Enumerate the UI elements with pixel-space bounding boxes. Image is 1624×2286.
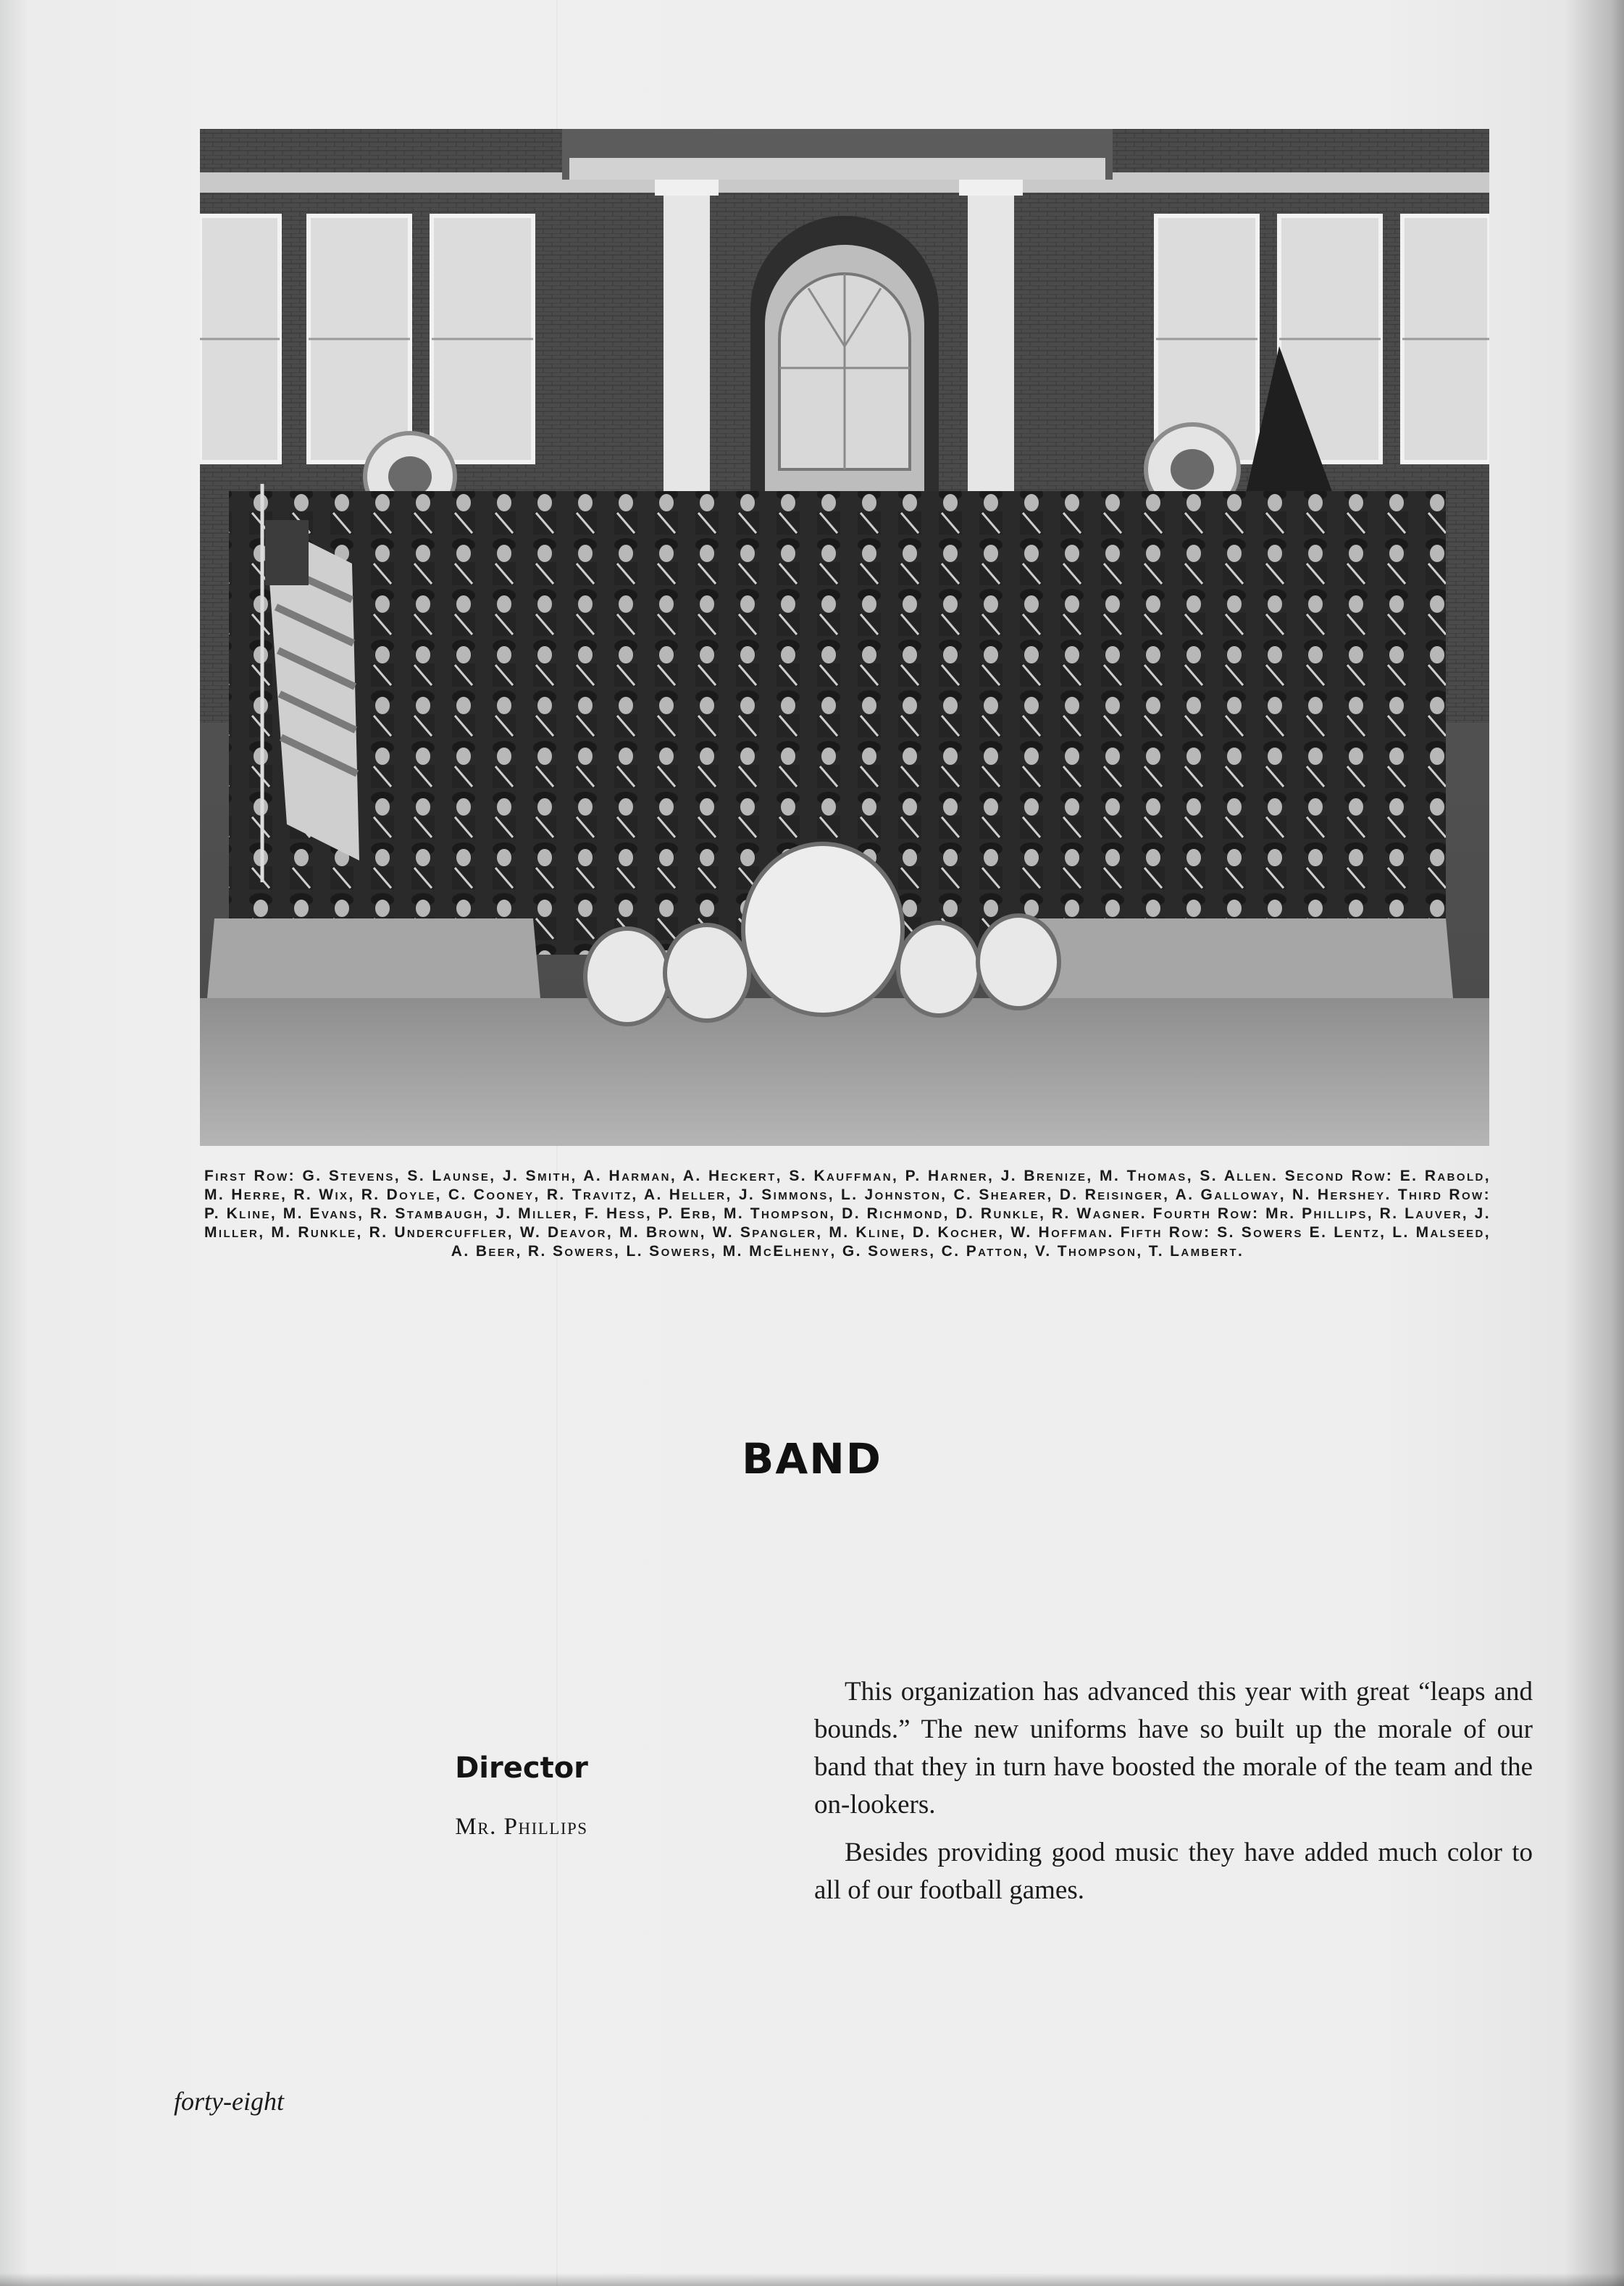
page-bottom-edge	[0, 2273, 1624, 2286]
page-title: BAND	[742, 1434, 882, 1483]
body-paragraph: This organization has advanced this year with great “leaps and bounds.” The new uniforms have so built up the morale of our band that they in turn have boosted the morale of the team and the on-lookers.	[814, 1677, 1533, 1820]
director-name: Mr. Phillips	[455, 1814, 588, 1840]
body-paragraph: Besides providing good music they have added much color to all of our football games.	[814, 1838, 1533, 1905]
page-number: forty-eight	[174, 2087, 284, 2116]
director-heading: Director	[455, 1751, 588, 1785]
photo-caption: First Row: G. Stevens, S. Launse, J. Smith, A. Harman, A. Heckert, S. Kauffman, P. Harner, J. Brenize, M. Thomas, S. Allen. Second Row: E. Rabold, M. Herre, R. Wix, R. Doyle, C. Cooney, R. Travitz, A. Heller, J. Simmons, L. Johnston, C. Shearer, D. Reisinger, A. Galloway, N. Hershey. Third Row: P. Kline, M. Evans, R. Stambaugh, J. Miller, F. Hess, P. Erb, M. Thompson, D. Richmond, D. Runkle, R. Wagner. Fourth Row: Mr. Phillips, R. Lauver, J. Miller, M. Runkle, R. Undercuffler, W. Deavor, M. Brown, W. Spangler, M. Kline, D. Kocher, W. Hoffman. Fifth Row: S. Sowers E. Lentz, L. Malseed, A. Beer, R. Sowers, L. Sowers, M. McElheny, G. Sowers, C. Patton, V. Thompson, T. Lambert.	[204, 1168, 1491, 1260]
band-group-photo	[200, 129, 1489, 1146]
body-text	[814, 1673, 1533, 1919]
